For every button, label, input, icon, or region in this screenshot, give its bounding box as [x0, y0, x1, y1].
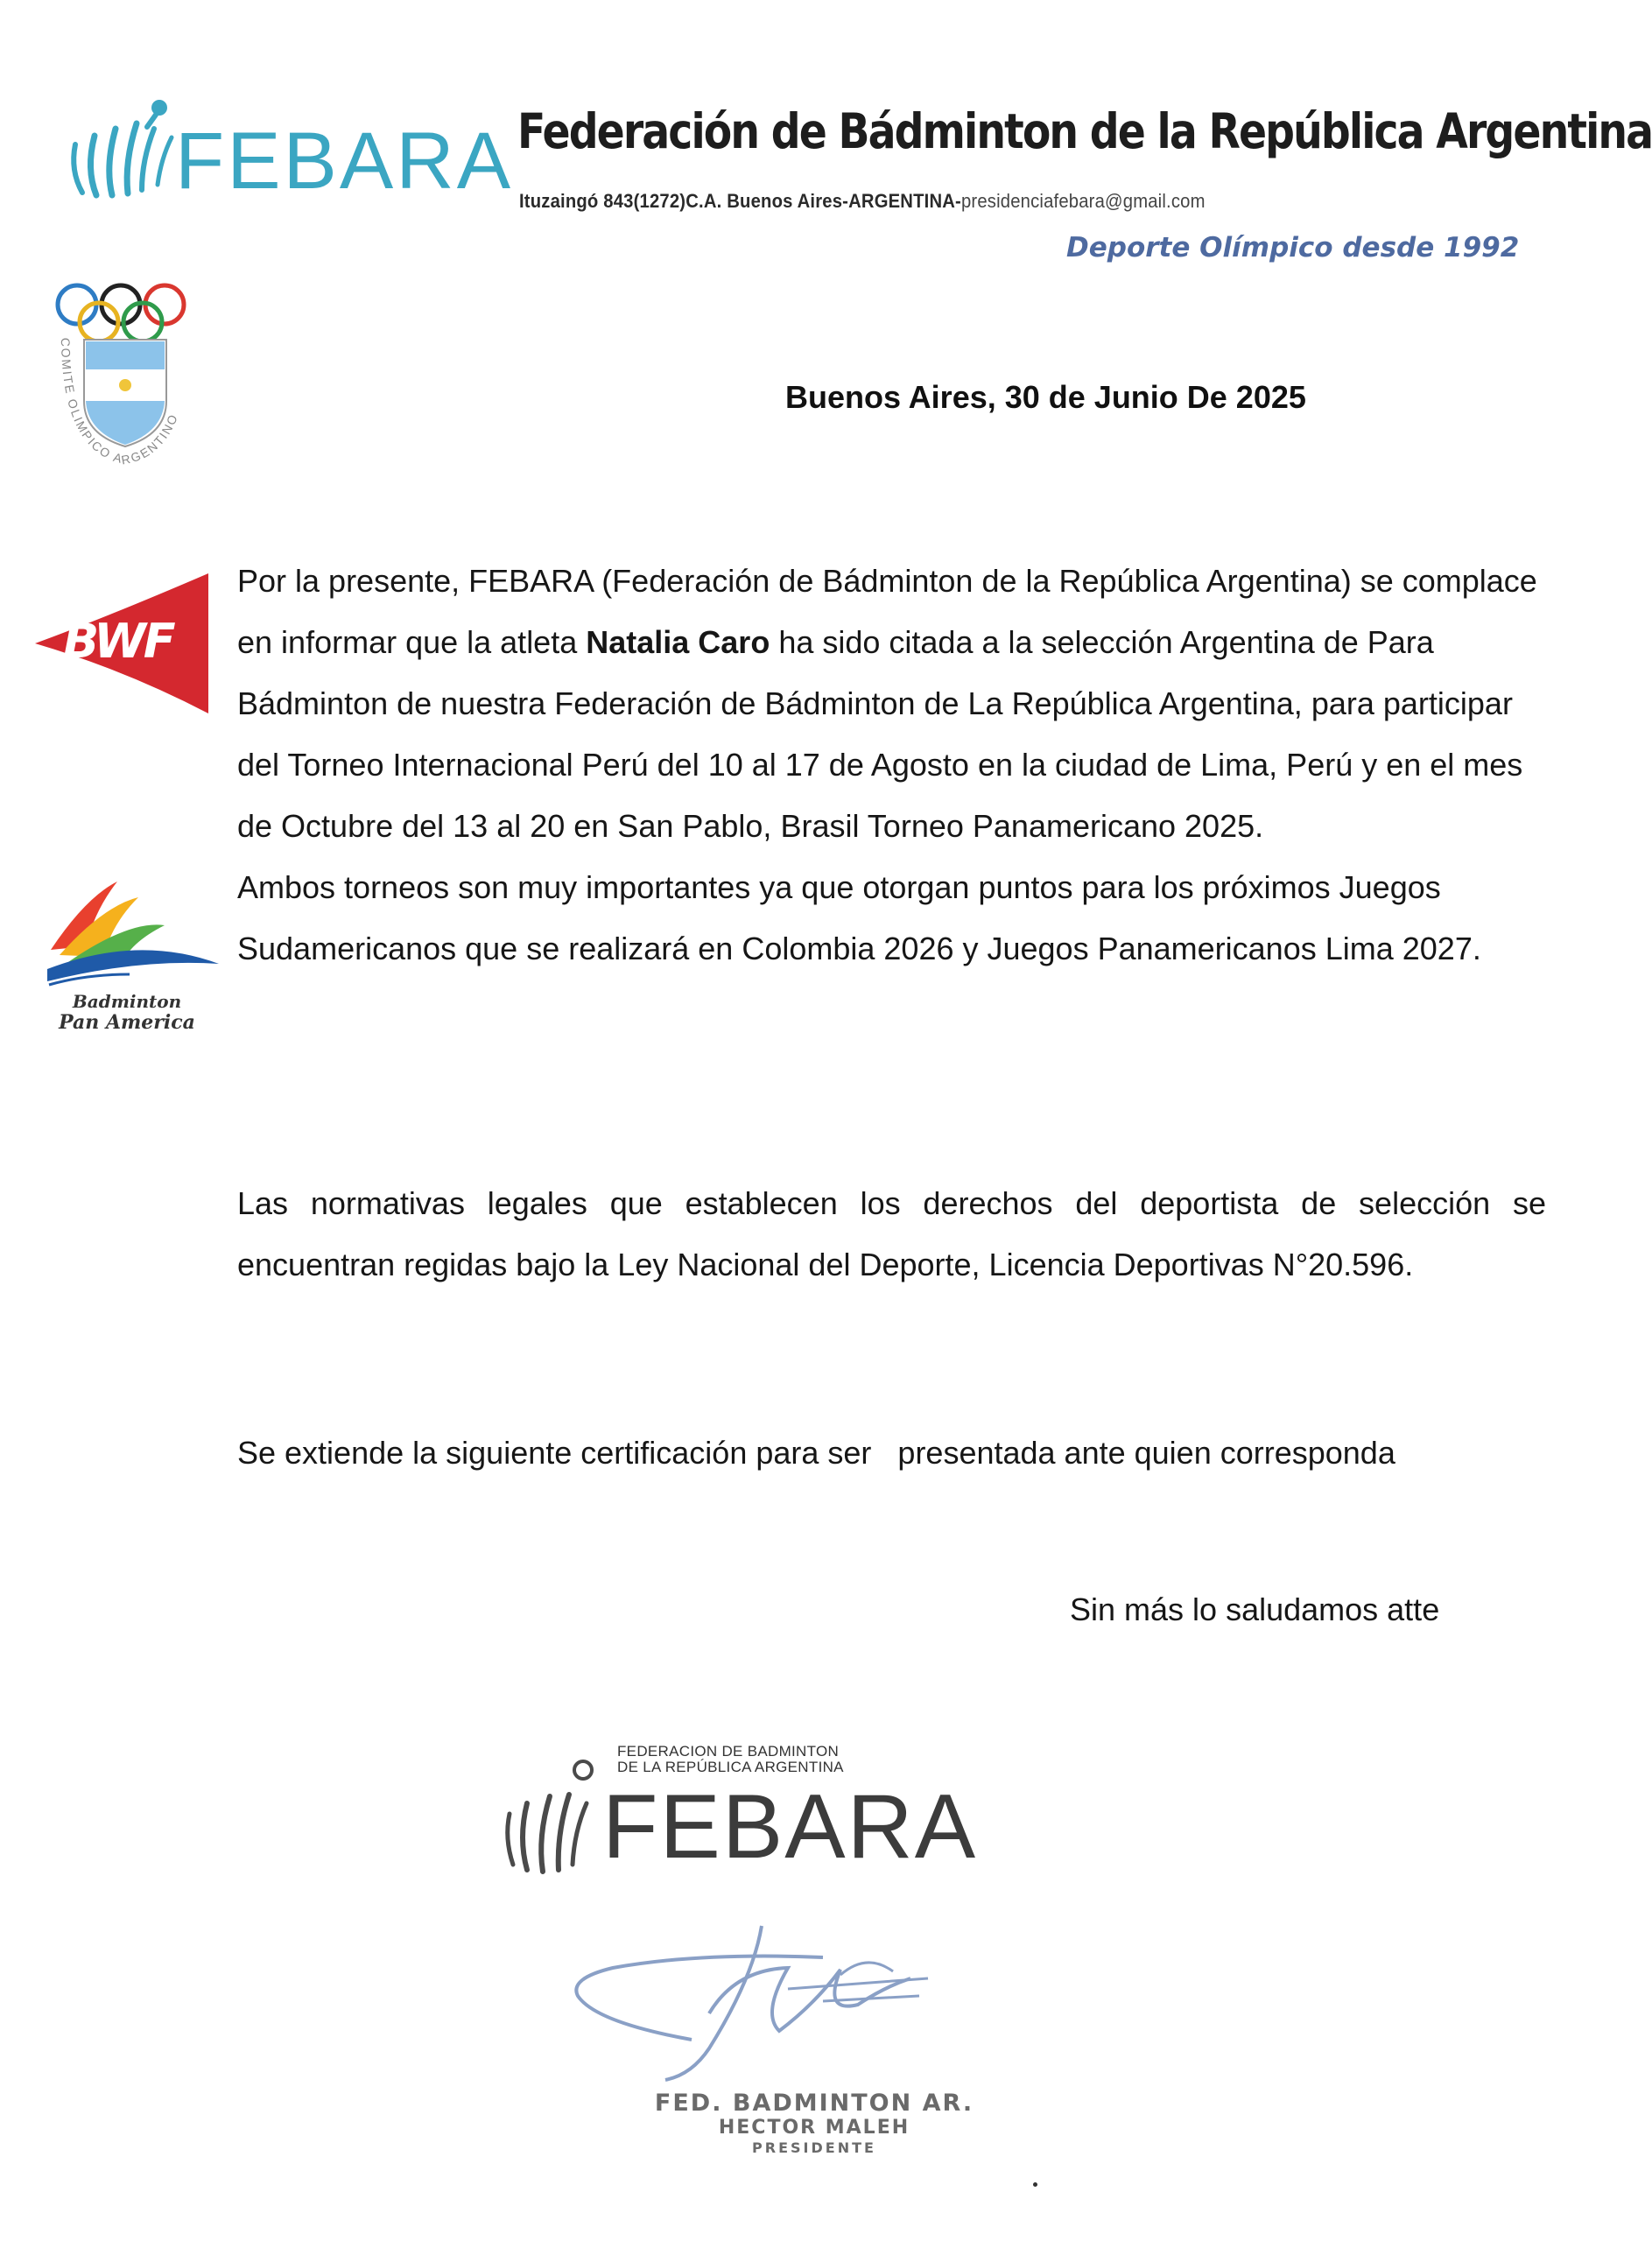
- stamp-shuttlecock-icon: [508, 1795, 587, 1872]
- febara-logo-text: FEBARA: [175, 116, 514, 206]
- ink-dot: [1033, 2182, 1037, 2187]
- paragraph-text: Ambos torneos son muy importantes ya que otorgan puntos para los próximos Juegos Sudamericanos que se realizará en Colombia 2026 y Juegos Panamericanos Lima 2027.: [237, 869, 1481, 966]
- olympic-rings-icon: [58, 285, 184, 341]
- pan-america-text-line2: Pan America: [59, 1011, 195, 1034]
- bwf-logo-text: BWF: [63, 614, 173, 669]
- signatory-block: [613, 2090, 1016, 2157]
- bwf-logo: [28, 573, 214, 713]
- pan-america-swoosh-icon: [47, 882, 219, 985]
- olympic-tagline: Deporte Olímpico desde 1992: [1066, 232, 1520, 263]
- coa-logo-text: COMITE OLIMPICO ARGENTINO: [58, 337, 181, 467]
- signatory-organization: FED. BADMINTON AR.: [654, 2090, 974, 2117]
- shuttlecock-icon: [74, 123, 172, 195]
- letter-date: Buenos Aires, 30 de Junio De 2025: [785, 379, 1306, 415]
- email-address: presidenciafebara@gmail.com: [960, 190, 1206, 212]
- badminton-pan-america-logo: [33, 871, 221, 1033]
- letter-paragraph-legal: Las normativas legales que establecen los derechos del deportista de selección se encuentran regidas bajo la Ley Nacional del Deporte, Licencia Deportivas N°20.596.: [237, 1185, 1546, 1282]
- argentine-olympic-committee-logo: [42, 278, 205, 480]
- closing-salutation: Sin más lo saludamos atte: [1070, 1591, 1440, 1627]
- organization-name: Federación de Bádminton de la República Argentina: [517, 103, 1652, 159]
- stamp-caption: [617, 1744, 897, 1775]
- stamp-caption-line2: DE LA REPÚBLICA ARGENTINA: [617, 1759, 844, 1775]
- stamp-cork-icon: [574, 1761, 592, 1779]
- paragraph-text: Por la presente, FEBARA (Federación de Bádminton de la República Argentina) se complace en informar que la atleta: [237, 563, 1537, 660]
- letter-paragraph-certification: Se extiende la siguiente certificación para ser presentada ante quien corresponda: [237, 1435, 1395, 1471]
- signatory-title: PRESIDENTE: [752, 2139, 876, 2156]
- stamp-logo-text: FEBARA: [602, 1776, 978, 1878]
- letter-paragraph-main: [237, 551, 1546, 980]
- signatory-name: HECTOR MALEH: [718, 2117, 910, 2139]
- paragraph-text: ha sido citada a la selección Argentina de Para Bádminton de nuestra Federación de Bádminton de La República Argentina, para participar del Torneo Internacional Perú del 10 al 17 de Agosto en la ciudad de Lima, Perú y en el mes de Octubre del 13 al 20 en San Pablo, Brasil Torneo Panamericano 2025.: [237, 624, 1523, 844]
- handwritten-signature: [560, 1917, 1016, 2092]
- address: Ituzaingó 843(1272)C.A. Buenos Aires-ARGENTINA-: [519, 190, 961, 212]
- address-line: [519, 190, 1486, 213]
- febara-logo: [44, 92, 514, 210]
- pan-america-text-line1: Badminton: [72, 991, 182, 1012]
- athlete-name: Natalia Caro: [586, 624, 770, 660]
- stamp-caption-line1: FEDERACION DE BADMINTON: [617, 1743, 840, 1760]
